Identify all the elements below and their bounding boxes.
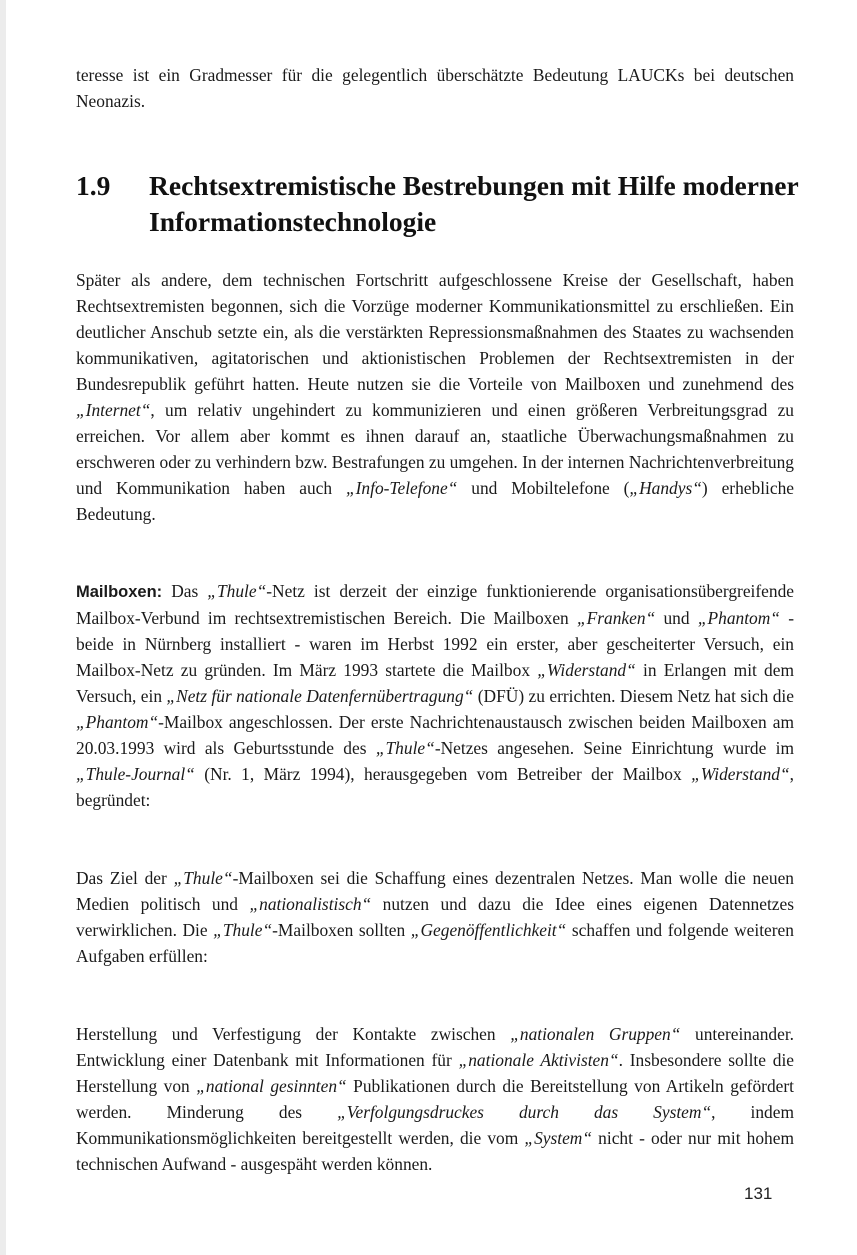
italic-term: „Phantom“	[697, 608, 780, 628]
text-run: Das Ziel der	[76, 868, 174, 888]
italic-term: „national gesinnten“	[196, 1076, 347, 1096]
italic-term: „Thule“	[173, 868, 233, 888]
text-run: Publikationen durch die Bereitstellung von Artikeln gefördert werden. Minderung des	[76, 1076, 794, 1122]
italic-term: „Internet“	[76, 400, 151, 420]
text-run: Das	[162, 581, 208, 601]
text-run: Später als andere, dem technischen Fortschritt aufgeschlossene Kreise der Gesellschaft, haben Rechtsextremisten begonnen, sich die Vorzüge moderner Kommunikationsmittel zu erschließen. Ein deutlicher Anschub setzte ein, als die verstärkten Repressionsmaßnahmen des Staates zu wachsenden kommunikativen, agitatorischen und aktionistischen Problemen der Rechtsextremisten in der Bundesrepublik geführt hatten. Heute nutzen sie die Vorteile von Mailboxen und zunehmend des	[76, 270, 794, 394]
text-run: Herstellung und Verfestigung der Kontakte zwischen	[76, 1024, 511, 1044]
text-run: , indem Kommunikationsmöglichkeiten bereitgestellt werden, die vom	[76, 1102, 794, 1148]
text-run: , begründet:	[76, 764, 794, 810]
italic-term: „Franken“	[576, 608, 656, 628]
italic-term: „Widerstand“	[537, 660, 636, 680]
page-number: 131	[744, 1184, 773, 1203]
paragraph-lead-label: Mailboxen:	[76, 583, 163, 601]
italic-term: „Phantom“	[76, 712, 159, 732]
italic-term: „Widerstand“	[691, 764, 790, 784]
text-run: (DFÜ) zu errichten. Diesem Netz hat sich die	[473, 686, 794, 706]
italic-term: „Gegenöffentlichkeit“	[410, 920, 567, 940]
text-run: ) erhebliche Bedeutung.	[76, 478, 794, 524]
italic-term: „nationalistisch“	[249, 894, 372, 914]
text-run: - beide in Nürnberg installiert - waren im Herbst 1992 ein erster, aber gescheiterter Versuch, ein Mailbox-Netz zu gründen. Im März 1993 startete die Mailbox	[76, 608, 795, 680]
section-title: Rechtsextremistische Bestrebungen mit Hilfe moderner Informationstechnologie	[149, 170, 799, 237]
paragraph-mailboxes	[76, 578, 794, 813]
italic-term: „Thule“	[207, 581, 267, 601]
text-run: schaffen und folgende weiteren Aufgaben erfüllen:	[76, 920, 794, 966]
italic-term: „Thule“	[213, 920, 273, 940]
text-run: . Insbesondere sollte die Herstellung von	[76, 1050, 794, 1096]
text-run: in Erlangen mit dem Versuch, ein	[76, 660, 794, 706]
italic-term: „nationale Aktivisten“	[458, 1050, 619, 1070]
text-run: nutzen und dazu die Idee eines eigenen Datennetzes verwirklichen. Die	[76, 894, 794, 940]
italic-term: „Info-Telefone“	[345, 478, 458, 498]
paragraph-thule-goal	[76, 865, 794, 969]
paragraph-tasks	[76, 1021, 794, 1177]
text-run: untereinander. Entwicklung einer Datenbank mit Informationen für	[76, 1024, 795, 1070]
text-run: und Mobiltelefone (	[457, 478, 630, 498]
italic-term: „System“	[524, 1128, 593, 1148]
section-number: 1.9	[76, 170, 111, 201]
paragraph-information-technology	[76, 267, 794, 527]
text-run: -Mailboxen sei die Schaffung eines dezentralen Netzes. Man wolle die neuen Medien politisch und	[76, 868, 794, 914]
italic-term: „Thule“	[375, 738, 435, 758]
text-run: -Netz ist derzeit der einzige funktionierende organisationsübergreifende Mailbox-Verbund im rechtsextremistischen Bereich. Die Mailboxen	[76, 581, 794, 628]
italic-term: „nationalen Gruppen“	[510, 1024, 681, 1044]
italic-term: „Verfolgungsdruckes durch das System“	[337, 1102, 712, 1122]
text-run: nicht - oder nur mit hohem technischen Aufwand - ausgespäht werden können.	[76, 1128, 794, 1174]
text-run: -Mailbox angeschlossen. Der erste Nachrichtenaustausch zwischen beiden Mailboxen am 20.03.1993 wird als Geburtsstunde des	[76, 712, 794, 758]
text-run: -Mailboxen sollten	[272, 920, 411, 940]
text-run: -Netzes angesehen. Seine Einrichtung wurde im	[434, 738, 794, 758]
page-edge-shadow	[0, 0, 6, 1255]
text-run: (Nr. 1, März 1994), herausgegeben vom Betreiber der Mailbox	[194, 764, 692, 784]
text-run: und	[655, 608, 698, 628]
italic-term: „Netz für nationale Datenfernübertragung“	[166, 686, 474, 706]
text-run: , um relativ ungehindert zu kommunizieren und einen größeren Verbreitungsgrad zu erreichen. Vor allem aber kommt es ihnen darauf an, staatliche Überwachungsmaßnahmen zu erschweren oder zu verhindern bzw. Bestrafungen zu umgehen. In der internen Nachrichtenverbreitung und Kommunikation haben auch	[76, 400, 794, 498]
paragraph-intro-continuation: teresse ist ein Gradmesser für die gelegentlich überschätzte Bedeutung LAUCKs bei deutschen Neonazis.	[76, 65, 794, 111]
italic-term: „Handys“	[629, 478, 702, 498]
italic-term: „Thule-Journal“	[76, 764, 195, 784]
